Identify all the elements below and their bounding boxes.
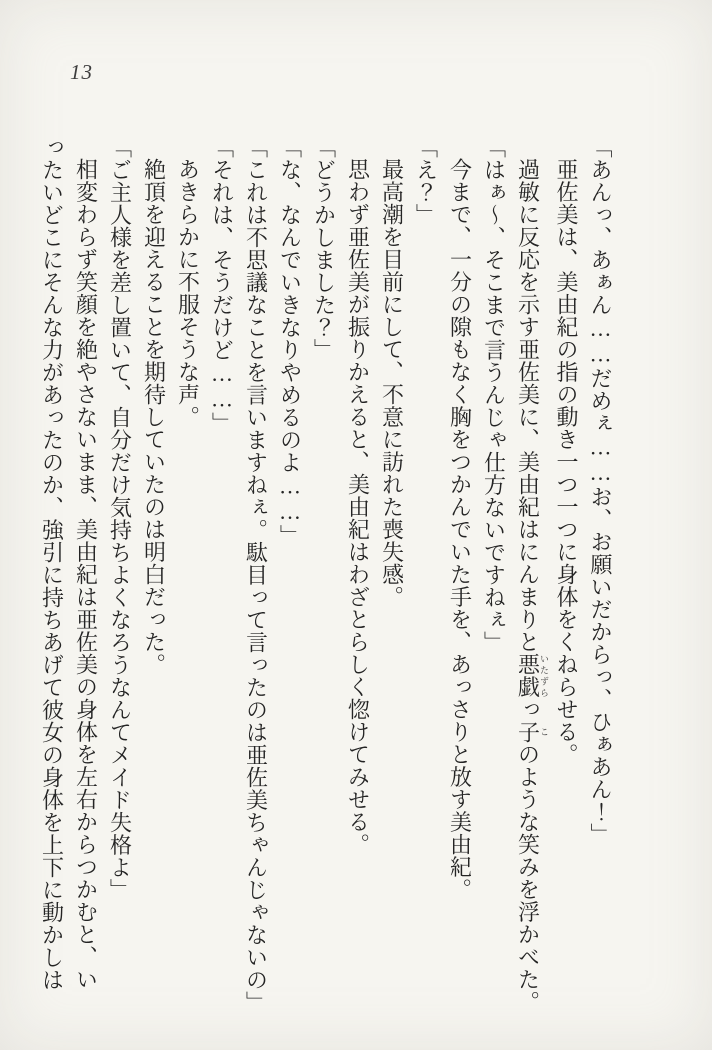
paragraph-line: あきらかに不服そうな声。 xyxy=(175,158,201,428)
ruby-annotated-word: 悪戯いたずら xyxy=(515,653,549,698)
paragraph-line: 「どうかしました？」 xyxy=(311,136,337,361)
paragraph-line: 「はぁ〜、そこまで言うんじゃ仕方ないですねぇ」 xyxy=(481,136,507,654)
paragraph-line: 思わず亜佐美が振りかえると、美由紀はわざとらしく惚けてみせる。 xyxy=(345,158,371,856)
paragraph-line: 最高潮を目前にして、不意に訪れた喪失感。 xyxy=(379,158,405,608)
paragraph-line: 「これは不思議なことを言いますねぇ。駄目って言ったのは亜佐美ちゃんじゃないの」 xyxy=(243,136,269,1014)
paragraph-line: 絶頂を迎えることを期待していたのは明白だった。 xyxy=(141,158,167,676)
ruby-annotated-word: 子こ xyxy=(515,720,549,743)
paragraph-line: 「あんっ、あぁん……だめぇ……お、お願いだからっ、ひぁあん！」 xyxy=(588,136,613,846)
paragraph-line: 亜佐美は、美由紀の指の動き一つ一つに身体をくねらせる。 xyxy=(554,158,579,766)
paragraph-line: 「ご主人様を差し置いて、自分だけ気持ちよくなろうなんてメイド失格よ」 xyxy=(107,136,133,901)
page-number: 13 xyxy=(70,60,93,84)
paragraph-line: 今まで、一分の隙もなく胸をつかんでいた手を、あっさりと放す美由紀。 xyxy=(447,158,473,901)
paragraph-line: 「え？」 xyxy=(413,136,439,226)
paragraph-line: 「な、なんでいきなりやめるのよ……」 xyxy=(277,136,303,547)
paragraph-line: ったいどこにそんな力があったのか、強引に持ちあげて彼女の身体を上下に動かしは xyxy=(39,136,65,991)
paragraph-line: 過敏に反応を示す亜佐美に、美由紀はにんまりと悪戯いたずらっ子このような笑みを浮かべた。 xyxy=(515,158,549,1013)
text-block xyxy=(35,136,618,1018)
paragraph-line: 相変わらず笑顔を絶やさないまま、美由紀は亜佐美の身体を左右からつかむと、い xyxy=(73,158,99,991)
paragraph-line: 「それは、そうだけど……」 xyxy=(209,136,235,435)
